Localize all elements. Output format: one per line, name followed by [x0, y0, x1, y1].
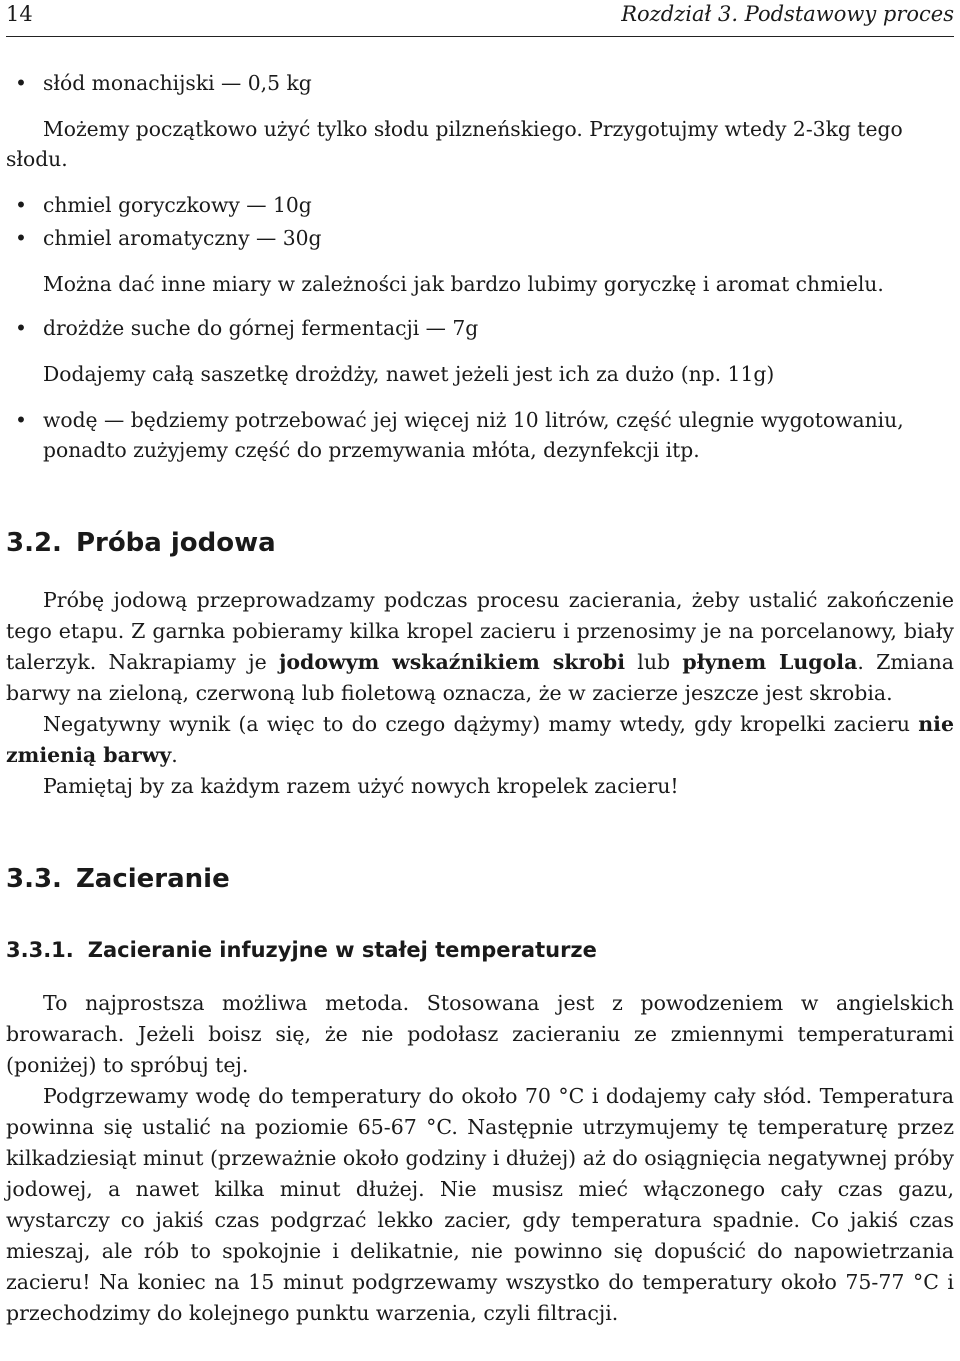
section-title: Zacieranie	[75, 864, 230, 894]
text-run: Próbę jodową przeprowadzamy podczas procesu zacierania, żeby ustalić zakończenie tego etapu. Z garnka pobieramy kilka kropel zacieru i przenosimy je na porcelanowy, biały talerzyk. Nakrapiamy je	[6, 588, 954, 674]
emphasis: płynem Lugola	[682, 650, 858, 674]
text-run: Negatywny wynik (a więc to do czego dążymy) mamy wtedy, gdy kropelki zacieru	[43, 712, 919, 736]
list-item	[6, 190, 954, 220]
paragraph	[6, 709, 954, 771]
subsection-number: 3.3.1.	[6, 938, 74, 962]
ingredient-list-water	[6, 405, 954, 465]
bullet-icon: •	[15, 193, 27, 217]
malt-note: Możemy początkowo użyć tylko słodu pilzneńskiego. Przygotujmy wtedy 2-3kg tego słodu.	[6, 117, 903, 171]
text-run: lub	[625, 650, 683, 674]
list-item	[6, 68, 954, 98]
paragraph: Podgrzewamy wodę do temperatury do około 70 °C i dodajemy cały słód. Temperatura powinna się ustalić na poziomie 65-67 °C. Następnie utrzymujemy tę temperaturę przez kilkadziesiąt minut (przeważnie około godziny i dłużej) aż do osiągnięcia negatywnej próby jodowej, a nawet kilka minut dłużej. Nie musisz mieć włączonego cały czas gazu, wystarczy co jakiś czas podgrzać lekko zacier, gdy temperatura spadnie. Co jakiś czas mieszaj, ale rób to spokojnie i delikatnie, nie powinno się dopuścić do napowietrzania zacieru! Na koniec na 15 minut podgrzewamy wszystko do temperatury około 75-77 °C i przechodzimy do kolejnego punktu warzenia, czyli filtracji.	[6, 1084, 954, 1325]
bullet-icon: •	[15, 226, 27, 250]
list-item	[6, 223, 954, 253]
subsection-heading-infusion	[6, 938, 954, 962]
page-number: 14	[6, 2, 33, 26]
section-number: 3.2.	[6, 528, 62, 558]
list-item-text: drożdże suche do górnej fermentacji — 7g	[43, 316, 479, 340]
ingredient-list-hops	[6, 190, 954, 253]
emphasis: jodowym wskaźnikiem skrobi	[278, 650, 626, 674]
list-item	[6, 405, 954, 465]
bullet-icon: •	[15, 316, 27, 340]
list-item	[6, 313, 954, 343]
paragraph: To najprostsza możliwa metoda. Stosowana jest z powodzeniem w angielskich browarach. Jeżeli boisz się, że nie podołasz zacieraniu ze zmiennymi temperaturami (poniżej) to spróbuj tej.	[6, 991, 954, 1077]
hops-note: Można dać inne miary w zależności jak bardzo lubimy goryczkę i aromat chmielu.	[43, 272, 884, 296]
emphasis: nie zmienią barwy	[6, 712, 954, 767]
list-item-text: wodę — będziemy potrzebować jej więcej niż 10 litrów, część ulegnie wygotowaniu, ponadto zużyjemy część do przemywania młóta, dezynfekcji itp.	[43, 408, 904, 462]
ingredient-list-malt	[6, 68, 954, 98]
text-run: . Zmiana barwy na zieloną, czerwoną lub fioletową oznacza, że w zacierze jeszcze jest skrobia.	[6, 650, 955, 705]
section-heading-iodine-test	[6, 528, 954, 558]
yeast-note: Dodajemy całą saszetkę drożdży, nawet jeżeli jest ich za dużo (np. 11g)	[43, 362, 775, 386]
section-title: Próba jodowa	[75, 528, 276, 558]
book-page	[6, 0, 954, 1329]
ingredient-list-yeast	[6, 313, 954, 343]
list-item-text: chmiel aromatyczny — 30g	[43, 226, 322, 250]
page-header	[6, 0, 954, 37]
list-item-text: chmiel goryczkowy — 10g	[43, 193, 312, 217]
list-item-text: słód monachijski — 0,5 kg	[43, 71, 312, 95]
bullet-icon: •	[15, 71, 27, 95]
paragraph	[6, 585, 954, 709]
section-heading-mashing	[6, 864, 954, 894]
subsection-title: Zacieranie infuzyjne w stałej temperaturze	[87, 938, 597, 962]
section-number: 3.3.	[6, 864, 62, 894]
bullet-icon: •	[15, 408, 27, 432]
running-title: Rozdział 3. Podstawowy proces	[621, 2, 954, 26]
text-run: .	[171, 743, 178, 767]
paragraph: Pamiętaj by za każdym razem użyć nowych kropelek zacieru!	[43, 774, 679, 798]
